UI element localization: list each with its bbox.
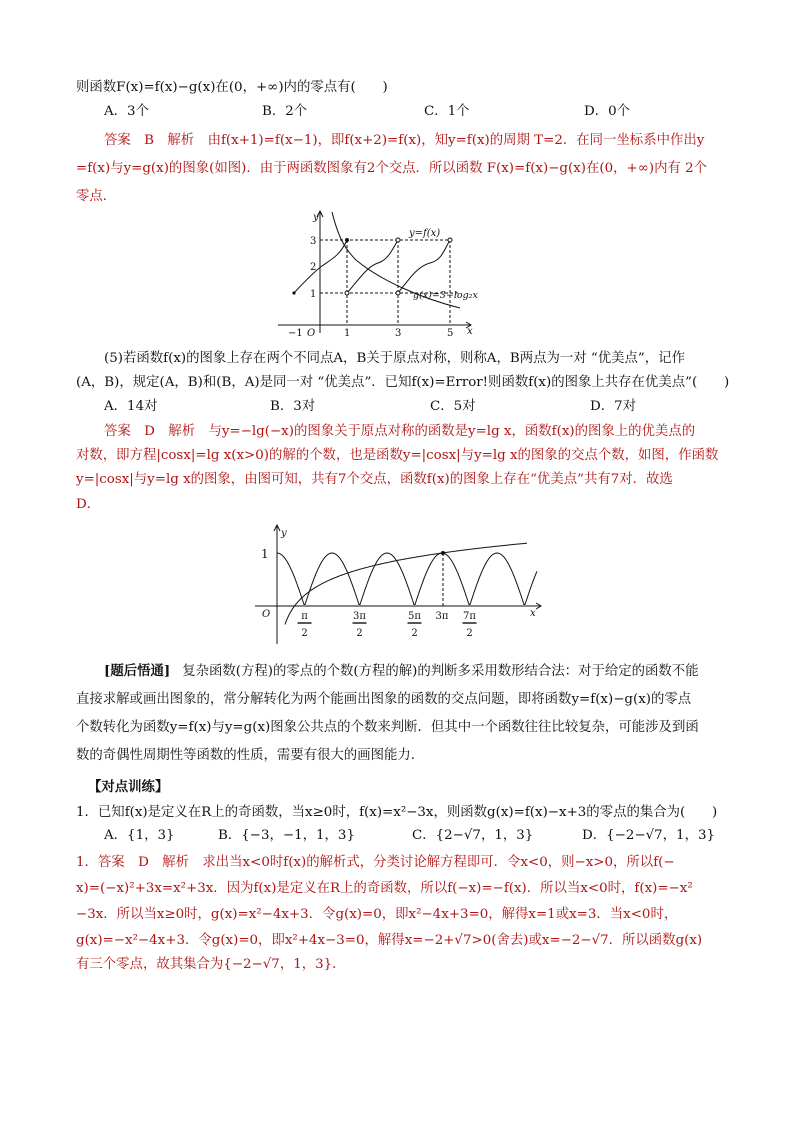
fig1-xtick-1: 1 bbox=[344, 328, 351, 338]
q5-answer-line-4: D． bbox=[76, 497, 101, 512]
fig2-origin: O bbox=[262, 609, 271, 620]
fig1-ytick-1: 1 bbox=[310, 289, 317, 300]
q5-answer-line-2: 对数，即方程|cosx|=lg x(x>0)的解的个数，也是函数y=|cosx|与y=lg x的图象的交点个数，如图，作函数 bbox=[76, 448, 719, 463]
fig2-xtick-num: 3π bbox=[353, 611, 366, 622]
training-answer-line-2: x)=(−x)²+3x=x²+3x．因为f(x)是定义在R上的奇函数，所以f(−x)=−f(x)．所以当x<0时，f(x)=−x² bbox=[76, 881, 693, 896]
fig1-x-label: x bbox=[467, 326, 473, 337]
training-answer-line-5: 有三个零点，故其集合为{−2−√7，1，3}． bbox=[76, 957, 346, 972]
fig1-xtick-5: 5 bbox=[447, 328, 454, 338]
q4-stem: 则函数F(x)=f(x)−g(x)在(0，+∞)内的零点有( ) bbox=[76, 80, 388, 95]
f-curve-piece-2 bbox=[347, 240, 398, 293]
fig1-ytick-3: 3 bbox=[310, 236, 317, 247]
fig2-xtick-den: 2 bbox=[301, 628, 308, 639]
fig1-ytick-2: 2 bbox=[310, 262, 317, 273]
fig2-y-label: y bbox=[281, 528, 287, 539]
q5-stem-line-2: (A，B)，规定(A，B)和(B，A)是同一对 “优美点”．已知f(x)=Error!则函数f(x)的图象上共存在优美点”( ) bbox=[76, 375, 730, 390]
training-q1-stem: 1．已知f(x)是定义在R上的奇函数，当x≥0时，f(x)=x²−3x，则函数g(x)=f(x)−x+3的零点的集合为( ) bbox=[76, 805, 718, 820]
lg-curve bbox=[285, 543, 527, 624]
reflection-text-1: 复杂函数(方程)的零点的个数(方程的解)的判断多采用数形结合法：对于给定的函数不能 bbox=[182, 664, 699, 679]
f-point-1-3 bbox=[345, 238, 349, 242]
q5-option-b: B．3对 bbox=[270, 399, 316, 414]
fig2-xtick-den: 2 bbox=[466, 628, 473, 639]
q4-option-a: A．3个 bbox=[104, 104, 149, 119]
f-start-point bbox=[292, 291, 295, 294]
f-curve-piece-3 bbox=[398, 240, 450, 293]
reflection-heading: [题后悟通] bbox=[104, 663, 171, 679]
f-point-5-3 bbox=[448, 238, 452, 242]
intersection-3pi bbox=[441, 551, 445, 555]
training-answer-line-1: 1．答案 D 解析 求出当x<0时f(x)的解析式，分类讨论解方程即可．令x<0，则−x>0，所以f(− bbox=[76, 855, 675, 870]
fig2-xtick-num: 7π bbox=[463, 611, 476, 622]
fig2-xtick-den: 2 bbox=[356, 628, 363, 639]
fig1-origin: O bbox=[307, 328, 316, 338]
fig1-g-label: g(x)=3−log₂x bbox=[413, 290, 478, 301]
q5-stem-line-1: (5)若函数f(x)的图象上存在两个不同点A，B关于原点对称，则称A，B两点为一对 “优美点”，记作 bbox=[104, 351, 685, 366]
q4-option-b: B．2个 bbox=[262, 104, 308, 119]
fig2-x-label: x bbox=[530, 608, 536, 619]
reflection-line-2: 直接求解或画出图象的，常分解转化为两个能画出图象的函数的交点问题，即将函数y=f(x)−g(x)的零点 bbox=[76, 692, 692, 707]
q5-answer-line-1: 答案 D 解析 与y=−lg(−x)的图象关于原点对称的函数是y=lg x，函数f(x)的图象上的优美点的 bbox=[104, 424, 696, 439]
f-point-3-3 bbox=[396, 238, 400, 242]
fig2-xtick-num: π bbox=[301, 611, 308, 622]
q4-answer-line-2: =f(x)与y=g(x)的图象(如图)．由于两函数图象有2个交点．所以函数 F(x)=f(x)−g(x)在(0，+∞)内有 2个 bbox=[76, 161, 708, 176]
training-q1-option-c: C．{2−√7，1，3} bbox=[412, 828, 534, 843]
q5-option-c: C．5对 bbox=[430, 399, 476, 414]
training-answer-line-4: g(x)=−x²−4x+3．令g(x)=0，即x²+4x−3=0，解得x=−2+√7>0(舍去)或x=−2−√7．所以函数g(x) bbox=[76, 933, 703, 948]
q5-option-a: A．14对 bbox=[104, 399, 158, 414]
f-open-point-3 bbox=[396, 291, 400, 295]
fig2-xtick-den: 2 bbox=[411, 628, 418, 639]
training-q1-option-b: B．{−3，−1，1，3} bbox=[218, 828, 355, 843]
q4-option-d: D．0个 bbox=[584, 104, 631, 119]
fig1-f-label: y=f(x) bbox=[409, 228, 441, 239]
fig2-xtick-num: 5π bbox=[408, 611, 421, 622]
fig1-xtick-3: 3 bbox=[395, 328, 402, 338]
training-q1-option-a: A．{1，3} bbox=[104, 828, 175, 843]
fig1-xtick-neg1: −1 bbox=[288, 328, 303, 338]
abs-cos-curve bbox=[277, 553, 537, 605]
q4-answer-line-1: 答案 B 解析 由f(x+1)=f(x−1)，即f(x+2)=f(x)，知y=f(x)的周期 T=2．在同一坐标系中作出y bbox=[104, 133, 705, 148]
figure-cos-lg bbox=[250, 522, 550, 647]
reflection-line-1 bbox=[104, 661, 699, 682]
fig2-ytick-1: 1 bbox=[261, 547, 269, 561]
training-q1-option-d: D．{−2−√7，1，3} bbox=[582, 828, 715, 843]
f-open-point-1 bbox=[345, 291, 349, 295]
q4-answer-line-3: 零点． bbox=[76, 189, 117, 204]
fig1-y-label: y bbox=[313, 212, 319, 223]
training-heading: 【对点训练】 bbox=[88, 779, 169, 795]
training-answer-line-3: −3x．所以当x≥0时，g(x)=x²−4x+3．令g(x)=0，即x²−4x+3=0，解得x=1或x=3．当x<0时， bbox=[76, 907, 678, 922]
q5-answer-line-3: y=|cosx|与y=lg x的图象，由图可知，共有7个交点，函数f(x)的图象上存在“优美点”共有7对．故选 bbox=[76, 472, 673, 487]
reflection-line-3: 个数转化为函数y=f(x)与y=g(x)图象公共点的个数来判断．但其中一个函数往往比较复杂，可能涉及到函 bbox=[76, 720, 699, 735]
reflection-line-4: 数的奇偶性周期性等函数的性质，需要有很大的画图能力． bbox=[76, 748, 425, 763]
q5-option-d: D．7对 bbox=[590, 399, 637, 414]
q4-option-c: C．1个 bbox=[424, 104, 470, 119]
figure-periodic-log bbox=[270, 208, 490, 338]
fig2-xtick-num: 3π bbox=[435, 611, 449, 622]
